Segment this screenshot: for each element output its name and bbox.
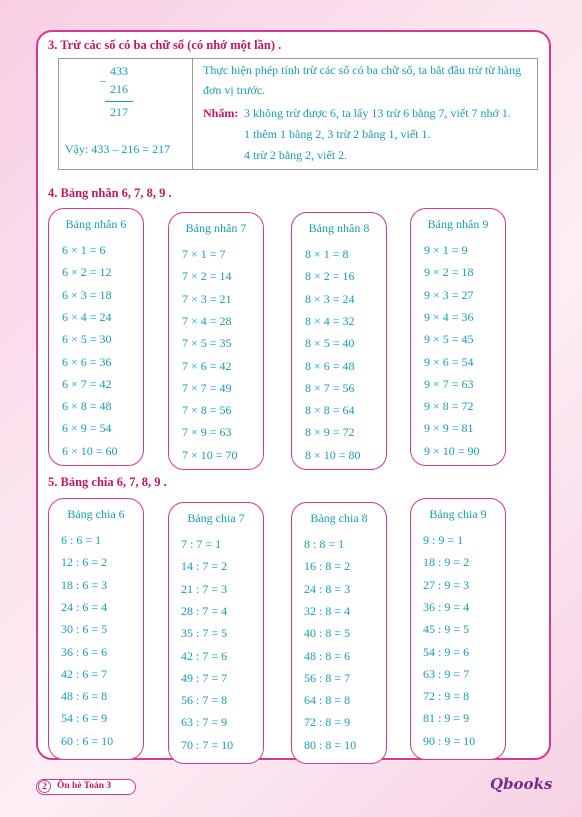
- table-row: 7 × 7 = 49: [182, 380, 232, 395]
- table-row: 80 : 8 = 10: [304, 737, 357, 752]
- table-row: 21 : 7 = 3: [181, 581, 228, 596]
- table-title: Bảng nhân 8: [308, 221, 370, 235]
- table-row: 72 : 9 = 8: [423, 689, 470, 704]
- table-row: 8 × 10 = 80: [305, 447, 361, 462]
- table-title: Bảng chia 9: [429, 507, 487, 521]
- table-row: 7 × 5 = 35: [182, 336, 232, 351]
- table-row: 8 × 7 = 56: [305, 380, 355, 395]
- table-title: Bảng chia 8: [310, 511, 368, 525]
- table-row: 42 : 7 = 6: [181, 648, 228, 663]
- table-row: 14 : 7 = 2: [181, 559, 228, 574]
- result-line: [105, 101, 133, 102]
- table-row: 9 × 5 = 45: [424, 332, 474, 347]
- desc-line-1: Thực hiện phép tính trừ các số có ba chữ số, ta bắt đầu trừ từ hàng: [203, 63, 522, 77]
- step-3: 4 trừ 2 bằng 2, viết 2.: [244, 148, 348, 162]
- table-row: 54 : 6 = 9: [61, 711, 108, 726]
- step-1: 3 không trừ được 6, ta lấy 13 trừ 6 bằng 7, viết 7 nhớ 1.: [244, 106, 511, 120]
- table-row: 7 × 2 = 14: [182, 269, 232, 284]
- table-row: 42 : 6 = 7: [61, 666, 108, 681]
- multiplication-table-1: [48, 208, 144, 466]
- table-row: 24 : 6 = 4: [61, 599, 108, 614]
- table-row: 9 × 10 = 90: [424, 443, 480, 458]
- table-row: 9 × 1 = 9: [424, 243, 468, 257]
- table-row: 6 × 1 = 6: [62, 243, 106, 257]
- subtrahend: 216: [110, 82, 128, 96]
- table-row: 8 × 6 = 48: [305, 358, 355, 373]
- minuend: 433: [110, 64, 128, 78]
- table-row: 9 × 7 = 63: [424, 376, 474, 391]
- result: 217: [110, 105, 128, 119]
- table-row: 60 : 6 = 10: [61, 733, 114, 748]
- minus-sign: –: [100, 73, 106, 87]
- division-table-4: [410, 498, 506, 760]
- table-row: 48 : 8 = 6: [304, 648, 351, 663]
- table-row: 8 × 9 = 72: [305, 425, 355, 440]
- table-row: 28 : 7 = 4: [181, 603, 228, 618]
- table-row: 6 × 3 = 18: [62, 287, 112, 302]
- multiplication-table-3: [291, 212, 387, 470]
- summary: Vậy: 433 – 216 = 217: [65, 142, 171, 156]
- table-row: 8 × 8 = 64: [305, 403, 355, 418]
- table-row: 6 × 5 = 30: [62, 332, 112, 347]
- table-title: Bảng nhân 9: [427, 217, 489, 231]
- footer-label: [36, 779, 136, 795]
- table-row: 6 × 4 = 24: [62, 309, 112, 324]
- table-row: 9 × 2 = 18: [424, 265, 474, 280]
- table-row: 16 : 8 = 2: [304, 559, 351, 574]
- table-row: 27 : 9 = 3: [423, 577, 470, 592]
- section4-title: 4. Bảng nhân 6, 7, 8, 9 .: [48, 186, 172, 200]
- subtraction-box: [58, 58, 538, 170]
- table-row: 32 : 8 = 4: [304, 603, 351, 618]
- table-row: 49 : 7 = 7: [181, 670, 228, 685]
- brand-logo: Qbooks: [490, 775, 553, 793]
- table-row: 9 × 4 = 36: [424, 309, 474, 324]
- table-row: 72 : 8 = 9: [304, 715, 351, 730]
- table-title: Bảng chia 7: [187, 511, 245, 525]
- division-table-3: [291, 502, 387, 764]
- table-row: 54 : 9 = 6: [423, 644, 470, 659]
- table-row: 36 : 6 = 6: [61, 644, 108, 659]
- multiplication-table-2: [168, 212, 264, 470]
- table-row: 7 × 1 = 7: [182, 247, 226, 261]
- table-row: 6 : 6 = 1: [61, 533, 102, 547]
- book-title: Ôn hè Toán 3: [57, 781, 112, 791]
- table-row: 8 × 4 = 32: [305, 313, 355, 328]
- table-title: Bảng chia 6: [67, 507, 125, 521]
- table-row: 12 : 6 = 2: [61, 555, 108, 570]
- table-row: 63 : 9 = 7: [423, 666, 470, 681]
- section3-title: 3. Trừ các số có ba chữ số (có nhớ một lần) .: [48, 38, 282, 52]
- table-row: 9 × 6 = 54: [424, 354, 474, 369]
- table-row: 8 × 5 = 40: [305, 336, 355, 351]
- table-row: 8 × 3 = 24: [305, 291, 355, 306]
- multiplication-table-4: [410, 208, 506, 466]
- division-table-1: [48, 498, 144, 760]
- division-table-2: [168, 502, 264, 764]
- table-row: 9 × 8 = 72: [424, 399, 474, 414]
- table-row: 7 × 4 = 28: [182, 313, 232, 328]
- table-row: 36 : 9 = 4: [423, 599, 470, 614]
- table-row: 40 : 8 = 5: [304, 626, 351, 641]
- table-row: 6 × 8 = 48: [62, 399, 112, 414]
- nham-label: Nhẩm:: [203, 106, 239, 120]
- table-row: 7 × 10 = 70: [182, 447, 238, 462]
- desc-line-2: đơn vị trước.: [203, 83, 266, 97]
- column-subtraction: [59, 59, 193, 169]
- page-sheet: [36, 30, 551, 760]
- table-row: 48 : 6 = 8: [61, 689, 108, 704]
- table-row: 70 : 7 = 10: [181, 737, 234, 752]
- table-row: 6 × 10 = 60: [62, 443, 118, 458]
- table-row: 18 : 6 = 3: [61, 577, 108, 592]
- table-row: 9 × 3 = 27: [424, 287, 474, 302]
- table-row: 56 : 8 = 7: [304, 670, 351, 685]
- table-row: 35 : 7 = 5: [181, 626, 228, 641]
- table-row: 7 : 7 = 1: [181, 537, 222, 551]
- table-row: 6 × 6 = 36: [62, 354, 112, 369]
- table-row: 8 × 2 = 16: [305, 269, 355, 284]
- table-title: Bảng nhân 6: [65, 217, 127, 231]
- table-row: 81 : 9 = 9: [423, 711, 470, 726]
- table-row: 6 × 2 = 12: [62, 265, 112, 280]
- table-row: 7 × 8 = 56: [182, 403, 232, 418]
- table-row: 45 : 9 = 5: [423, 622, 470, 637]
- table-row: 56 : 7 = 8: [181, 693, 228, 708]
- table-row: 6 × 7 = 42: [62, 376, 112, 391]
- table-title: Bảng nhân 7: [185, 221, 247, 235]
- table-row: 8 : 8 = 1: [304, 537, 345, 551]
- step-2: 1 thêm 1 bằng 2, 3 trừ 2 bằng 1, viết 1.: [244, 127, 431, 141]
- table-row: 6 × 9 = 54: [62, 421, 112, 436]
- table-row: 9 × 9 = 81: [424, 421, 474, 436]
- table-row: 30 : 6 = 5: [61, 622, 108, 637]
- section5-title: 5. Bảng chia 6, 7, 8, 9 .: [48, 475, 167, 489]
- table-row: 9 : 9 = 1: [423, 533, 464, 547]
- table-row: 90 : 9 = 10: [423, 733, 476, 748]
- table-row: 7 × 3 = 21: [182, 291, 232, 306]
- page-number: 2: [38, 780, 51, 793]
- table-row: 18 : 9 = 2: [423, 555, 470, 570]
- table-row: 63 : 7 = 9: [181, 715, 228, 730]
- table-row: 24 : 8 = 3: [304, 581, 351, 596]
- table-row: 7 × 6 = 42: [182, 358, 232, 373]
- table-row: 7 × 9 = 63: [182, 425, 232, 440]
- table-row: 64 : 8 = 8: [304, 693, 351, 708]
- table-row: 8 × 1 = 8: [305, 247, 349, 261]
